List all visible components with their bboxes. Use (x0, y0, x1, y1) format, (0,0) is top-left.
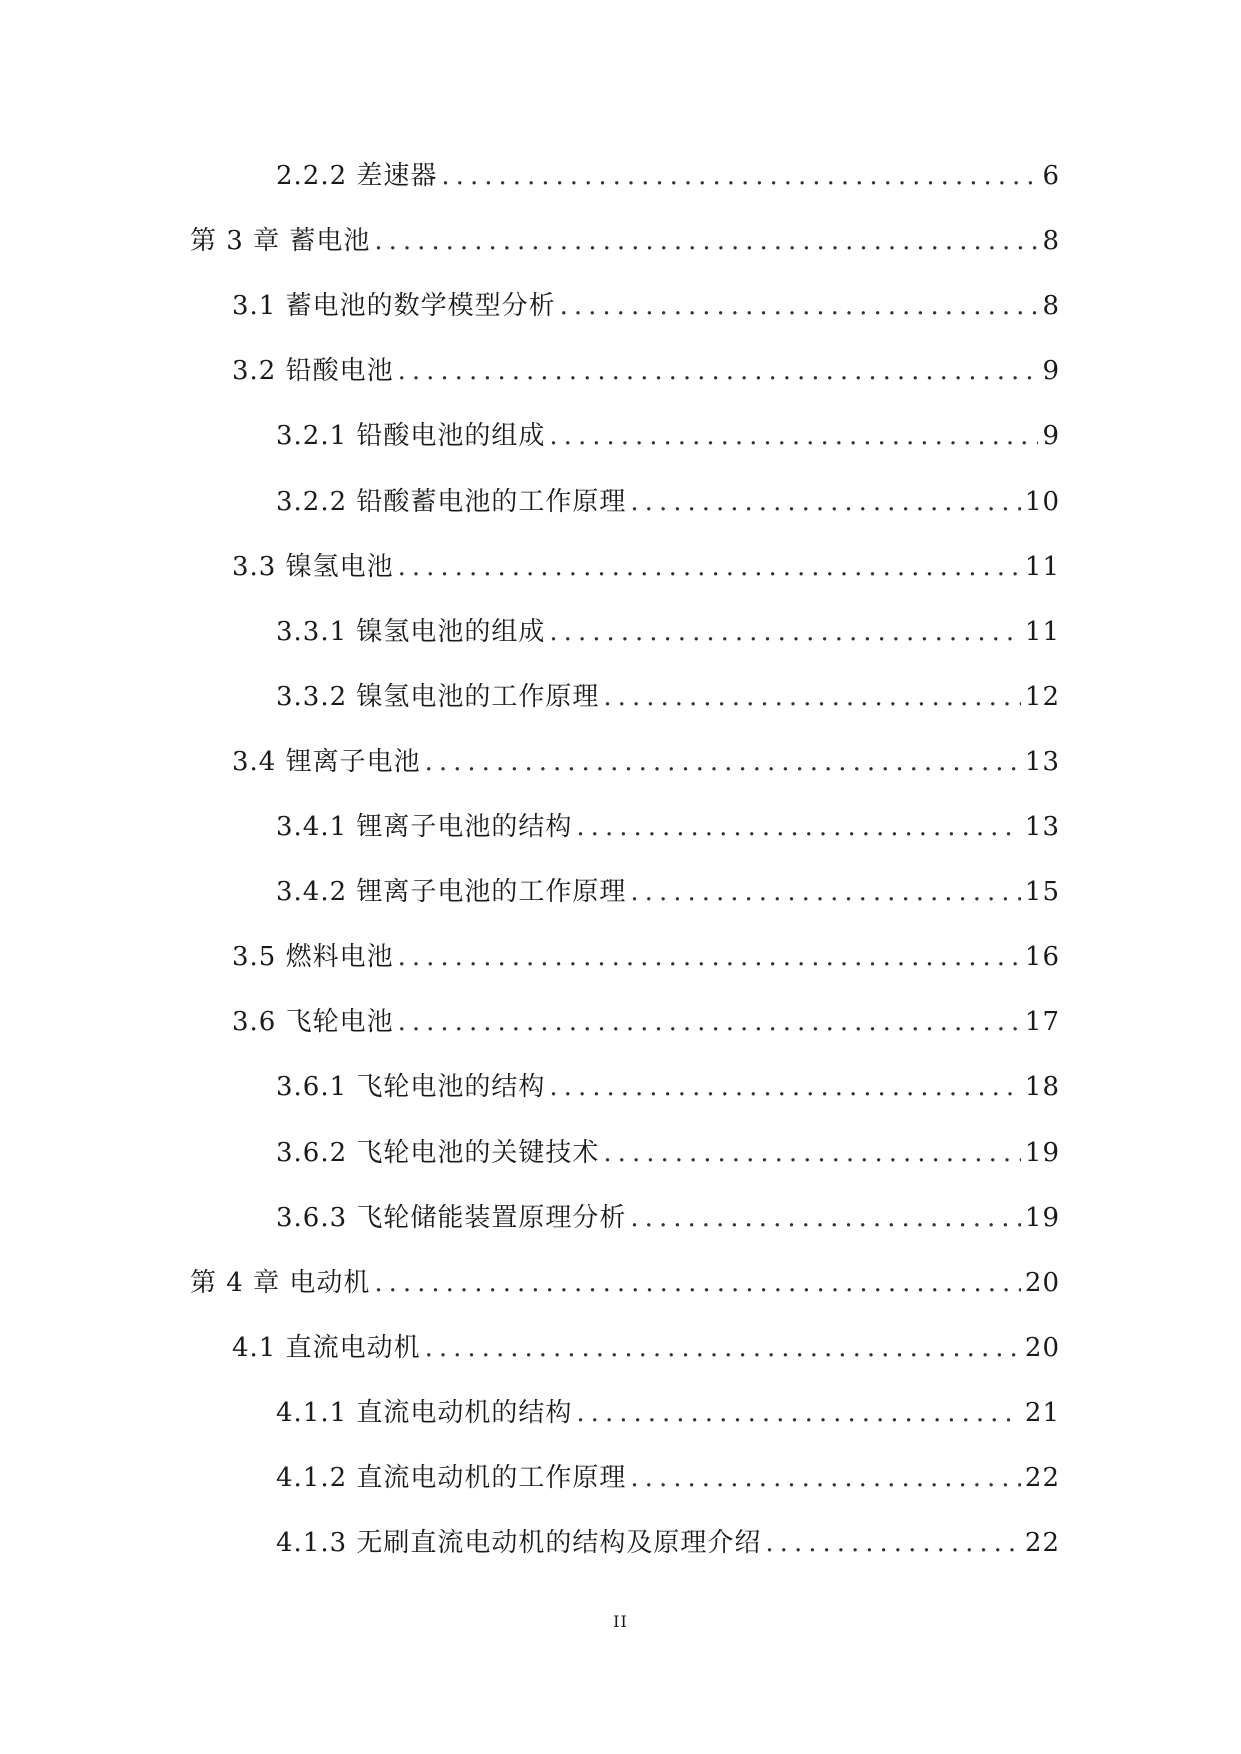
toc-dot-leader (549, 1067, 1020, 1107)
toc-dot-leader (630, 1198, 1020, 1238)
toc-entry[interactable] (276, 1458, 1060, 1498)
toc-entry-title: 第 4 章 电动机 (190, 1267, 371, 1298)
page-number: II (613, 1612, 628, 1631)
toc-entry[interactable] (276, 807, 1060, 847)
toc-entry-page-number: 20 (1024, 1267, 1060, 1298)
toc-entry[interactable] (276, 612, 1060, 652)
toc-dot-leader (630, 1458, 1020, 1498)
toc-entry[interactable] (276, 677, 1060, 717)
toc-dot-leader (374, 221, 1038, 261)
toc-entry-title: 3.2.1 铅酸电池的组成 (276, 421, 546, 452)
toc-dot-leader (630, 482, 1020, 522)
toc-entry-title: 3.6.2 飞轮电池的关键技术 (276, 1137, 600, 1168)
toc-entry-page-number: 15 (1024, 877, 1060, 908)
toc-entry[interactable] (232, 937, 1060, 977)
toc-dot-leader (425, 742, 1021, 782)
toc-entry-page-number: 17 (1024, 1007, 1060, 1038)
toc-entry[interactable] (232, 547, 1060, 587)
toc-entry-title: 第 3 章 蓄电池 (190, 226, 371, 257)
toc-entry-title: 2.2.2 差速器 (276, 161, 438, 191)
toc-entry[interactable] (276, 416, 1060, 456)
toc-dot-leader (425, 1328, 1021, 1368)
toc-entry-page-number: 9 (1042, 356, 1060, 387)
toc-entry-title: 3.4.1 锂离子电池的结构 (276, 812, 573, 842)
toc-entry[interactable] (232, 1002, 1060, 1042)
toc-entry-title: 3.6 飞轮电池 (232, 1007, 394, 1038)
toc-entry[interactable] (232, 1328, 1060, 1368)
toc-entry-title: 4.1.2 直流电动机的工作原理 (276, 1463, 627, 1493)
toc-dot-leader (630, 872, 1020, 912)
toc-entry-title: 3.3.1 镍氢电池的组成 (276, 616, 546, 647)
toc-dot-leader (765, 1523, 1020, 1563)
toc-entry-page-number: 18 (1024, 1072, 1060, 1103)
toc-entry-page-number: 19 (1024, 1202, 1060, 1233)
toc-entry-title: 3.1 蓄电池的数学模型分析 (232, 291, 556, 322)
toc-entry-title: 4.1 直流电动机 (232, 1332, 421, 1363)
toc-dot-leader (549, 612, 1020, 652)
toc-entry-page-number: 8 (1042, 291, 1060, 322)
toc-dot-leader (398, 351, 1039, 391)
toc-entry[interactable] (232, 286, 1060, 326)
toc-entry-page-number: 22 (1024, 1463, 1060, 1493)
toc-entry-page-number: 13 (1024, 812, 1060, 842)
toc-entry-page-number: 12 (1024, 681, 1060, 712)
toc-entry-title: 3.2 铅酸电池 (232, 356, 394, 387)
toc-entry-page-number: 21 (1024, 1397, 1060, 1428)
toc-entry[interactable] (190, 1263, 1060, 1303)
toc-entry-page-number: 22 (1024, 1528, 1060, 1559)
toc-entry[interactable] (276, 1133, 1060, 1173)
toc-entry-page-number: 10 (1024, 486, 1060, 517)
toc-entry-title: 4.1.3 无刷直流电动机的结构及原理介绍 (276, 1528, 762, 1559)
toc-dot-leader (576, 1393, 1020, 1433)
toc-entry[interactable] (276, 482, 1060, 522)
toc-entry-title: 3.4.2 锂离子电池的工作原理 (276, 877, 627, 908)
toc-entry[interactable] (190, 221, 1060, 261)
toc-entry[interactable] (276, 1393, 1060, 1433)
toc-entry-title: 4.1.1 直流电动机的结构 (276, 1397, 573, 1428)
toc-dot-leader (549, 416, 1038, 456)
toc-entry-title: 3.6.3 飞轮储能装置原理分析 (276, 1202, 627, 1233)
toc-entry-title: 3.4 锂离子电池 (232, 746, 421, 777)
toc-entry-title: 3.2.2 铅酸蓄电池的工作原理 (276, 486, 627, 517)
toc-entry[interactable] (276, 1067, 1060, 1107)
toc-entry-page-number: 19 (1024, 1137, 1060, 1168)
toc-dot-leader (603, 1133, 1020, 1173)
toc-entry-page-number: 11 (1024, 616, 1060, 647)
toc-dot-leader (398, 937, 1021, 977)
toc-entry-page-number: 9 (1042, 421, 1060, 452)
toc-dot-leader (374, 1263, 1021, 1303)
toc-entry-page-number: 13 (1024, 746, 1060, 777)
toc-entry[interactable] (276, 1523, 1060, 1563)
toc-entry-title: 3.3.2 镍氢电池的工作原理 (276, 681, 600, 712)
toc-entry[interactable] (232, 351, 1060, 391)
toc-entry[interactable] (276, 156, 1060, 196)
toc-dot-leader (441, 156, 1038, 196)
toc-dot-leader (560, 286, 1039, 326)
toc-entry[interactable] (276, 872, 1060, 912)
toc-entry-page-number: 16 (1024, 942, 1060, 973)
toc-dot-leader (398, 1002, 1021, 1042)
toc-dot-leader (398, 547, 1021, 587)
toc-entry-page-number: 8 (1042, 226, 1060, 257)
toc-entry-title: 3.6.1 飞轮电池的结构 (276, 1072, 546, 1103)
toc-entry-title: 3.5 燃料电池 (232, 942, 394, 973)
toc-dot-leader (576, 807, 1020, 847)
toc-dot-leader (603, 677, 1020, 717)
toc-entry-page-number: 6 (1042, 161, 1060, 191)
toc-entry[interactable] (232, 742, 1060, 782)
toc-entry[interactable] (276, 1198, 1060, 1238)
toc-entry-page-number: 20 (1024, 1332, 1060, 1363)
toc-entry-title: 3.3 镍氢电池 (232, 551, 394, 582)
toc-entry-page-number: 11 (1024, 551, 1060, 582)
